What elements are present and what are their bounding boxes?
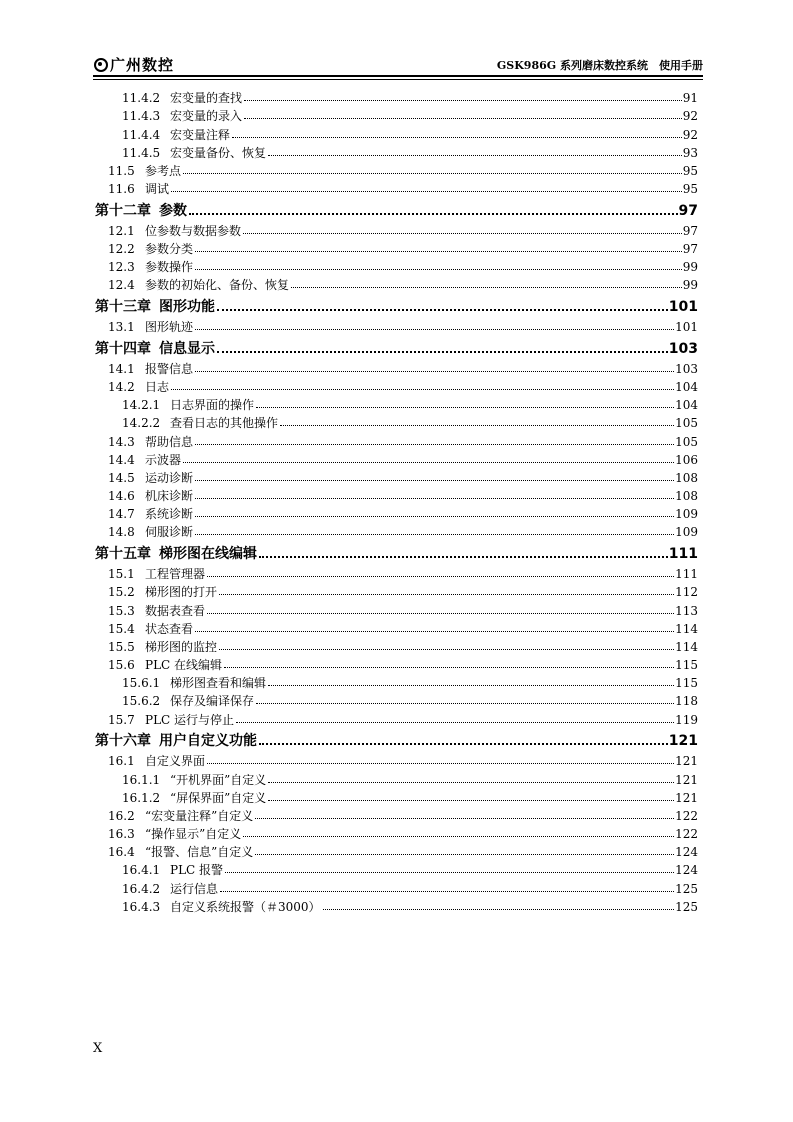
toc-entry-number: 14.3 bbox=[108, 434, 135, 449]
toc-entry[interactable] bbox=[95, 618, 698, 636]
toc-entry-title bbox=[108, 471, 193, 485]
toc-entry-title bbox=[122, 773, 266, 787]
toc-entry[interactable] bbox=[95, 672, 698, 690]
toc-leader-dots bbox=[232, 125, 682, 138]
toc-page-number: 97 bbox=[682, 223, 698, 238]
toc-entry-text: “操作显示”自定义 bbox=[145, 827, 242, 842]
toc-entry-title bbox=[122, 882, 218, 896]
toc-entry-text: 自定义界面 bbox=[145, 754, 206, 769]
toc-page-number: 125 bbox=[675, 881, 698, 896]
toc-entry-number: 15.5 bbox=[108, 639, 135, 654]
toc-entry[interactable] bbox=[95, 238, 698, 256]
toc-page-number: 97 bbox=[682, 242, 698, 256]
toc-entry[interactable] bbox=[95, 376, 698, 394]
toc-leader-dots bbox=[171, 179, 682, 192]
toc-leader-dots bbox=[244, 88, 682, 101]
toc-entry-number: 16.1.1 bbox=[122, 772, 161, 787]
toc-entry-number: 14.2.1 bbox=[122, 398, 161, 413]
toc-entry-text: 用户自定义功能 bbox=[159, 733, 257, 750]
toc-entry[interactable] bbox=[95, 805, 698, 823]
toc-entry-title bbox=[108, 640, 217, 654]
toc-entry[interactable] bbox=[95, 690, 698, 708]
toc-page-number: 119 bbox=[675, 712, 698, 727]
toc-leader-dots bbox=[268, 673, 674, 686]
toc-entry[interactable] bbox=[95, 823, 698, 841]
toc-entry-title bbox=[108, 827, 241, 841]
toc-entry-text: 帮助信息 bbox=[145, 434, 194, 449]
toc-leader-dots bbox=[291, 275, 682, 288]
toc-entry-text: “开机界面”自定义 bbox=[170, 772, 267, 787]
toc-leader-dots bbox=[243, 221, 682, 234]
toc-entry-text: 运动诊断 bbox=[145, 470, 194, 485]
toc-chapter-entry[interactable] bbox=[95, 196, 698, 220]
toc-leader-dots bbox=[224, 655, 674, 668]
logo-text: 广州数控 bbox=[110, 55, 175, 74]
page-header bbox=[93, 55, 703, 75]
toc-entry-title bbox=[108, 622, 193, 636]
toc-entry-text: 参数 bbox=[159, 202, 187, 219]
toc-entry[interactable] bbox=[95, 654, 698, 672]
toc-entry-number: 14.7 bbox=[108, 507, 135, 522]
toc-entry-number: 11.4.3 bbox=[122, 109, 161, 124]
toc-entry[interactable] bbox=[95, 220, 698, 238]
toc-page-number: 113 bbox=[675, 603, 698, 618]
toc-entry-number: 16.2 bbox=[108, 808, 135, 823]
toc-entry-text: 数据表查看 bbox=[145, 603, 206, 618]
toc-entry-number: 第十二章 bbox=[95, 202, 151, 219]
toc-page-number: 101 bbox=[675, 320, 698, 335]
toc-entry-text: 调试 bbox=[145, 182, 170, 197]
toc-entry-number: 第十六章 bbox=[95, 733, 151, 750]
toc-entry-title bbox=[95, 203, 187, 220]
toc-entry-text: 日志界面的操作 bbox=[170, 398, 255, 413]
toc-page-number: 92 bbox=[682, 127, 698, 142]
toc-entry-title bbox=[108, 435, 193, 449]
toc-leader-dots bbox=[183, 161, 682, 174]
toc-entry-number: 第十三章 bbox=[95, 298, 151, 315]
toc-page-number: 99 bbox=[682, 260, 698, 275]
toc-entry-title bbox=[122, 416, 278, 430]
toc-entry-number: 15.7 bbox=[108, 712, 135, 727]
toc-entry-number: 14.5 bbox=[108, 470, 135, 485]
toc-entry-text: 梯形图的监控 bbox=[145, 639, 218, 654]
toc-entry-title bbox=[95, 341, 215, 358]
toc-entry-text: 梯形图的打开 bbox=[145, 585, 218, 600]
toc-leader-dots bbox=[323, 897, 675, 910]
toc-entry-title bbox=[122, 694, 254, 708]
toc-entry-title bbox=[108, 585, 217, 599]
toc-page-number: 115 bbox=[675, 658, 698, 673]
toc-page-number: 109 bbox=[675, 507, 698, 522]
toc-entry[interactable] bbox=[95, 160, 698, 178]
toc-entry-text: 宏变量的录入 bbox=[170, 109, 243, 124]
toc-entry-title bbox=[122, 109, 242, 123]
toc-entry-title bbox=[108, 525, 193, 539]
toc-entry-title bbox=[108, 362, 193, 376]
toc-leader-dots bbox=[195, 317, 674, 330]
toc-leader-dots bbox=[256, 395, 674, 408]
toc-leader-dots bbox=[256, 691, 674, 704]
toc-entry[interactable] bbox=[95, 105, 698, 123]
toc-page-number: 108 bbox=[675, 470, 698, 485]
toc-page-number: 124 bbox=[675, 845, 698, 860]
toc-entry-number: 16.1 bbox=[108, 754, 135, 769]
toc-entry-title bbox=[108, 242, 193, 256]
toc-entry-text: 图形轨迹 bbox=[145, 320, 194, 335]
toc-entry-number: 16.3 bbox=[108, 827, 135, 842]
toc-entry-number: 11.4.4 bbox=[122, 127, 161, 142]
toc-leader-dots bbox=[243, 824, 674, 837]
toc-entry-number: 14.2.2 bbox=[122, 416, 161, 431]
toc-entry-text: “报警、信息”自定义 bbox=[145, 845, 254, 860]
toc-leader-dots bbox=[195, 619, 674, 632]
toc-entry-number: 14.6 bbox=[108, 489, 135, 504]
toc-entry[interactable] bbox=[95, 581, 698, 599]
toc-leader-dots bbox=[171, 377, 674, 390]
toc-entry-number: 14.2 bbox=[108, 379, 135, 394]
toc-page-number: 118 bbox=[675, 694, 698, 709]
toc-entry[interactable] bbox=[95, 142, 698, 160]
toc-entry-title bbox=[108, 507, 193, 521]
toc-entry[interactable] bbox=[95, 449, 698, 467]
toc-entry-number: 16.4.2 bbox=[122, 881, 161, 896]
toc-leader-dots bbox=[195, 468, 674, 481]
toc-entry[interactable] bbox=[95, 430, 698, 448]
toc-entry-title bbox=[122, 146, 266, 160]
toc-entry[interactable] bbox=[95, 750, 698, 768]
toc-entry[interactable] bbox=[95, 599, 698, 617]
header-divider bbox=[93, 75, 703, 77]
toc-entry[interactable] bbox=[95, 636, 698, 654]
toc-leader-dots bbox=[207, 601, 674, 614]
toc-entry-title bbox=[108, 713, 234, 727]
toc-leader-dots bbox=[189, 201, 678, 215]
manual-title: GSK986G 系列磨床数控系统 使用手册 bbox=[496, 59, 703, 72]
toc-entry[interactable] bbox=[95, 123, 698, 141]
toc-leader-dots bbox=[268, 143, 682, 156]
toc-entry-title bbox=[108, 182, 169, 196]
toc-entry-text: 系统诊断 bbox=[145, 507, 194, 522]
toc-entry-text: 参考点 bbox=[145, 163, 182, 178]
toc-entry-number: 14.1 bbox=[108, 361, 135, 376]
toc-entry-text: 日志 bbox=[145, 379, 170, 394]
toc-leader-dots bbox=[225, 860, 674, 873]
toc-entry-title bbox=[108, 224, 241, 238]
toc-entry-number: 11.6 bbox=[108, 182, 135, 197]
toc-entry-title bbox=[122, 398, 254, 412]
toc-entry-title bbox=[108, 845, 253, 859]
toc-entry-number: 11.4.2 bbox=[122, 91, 161, 106]
toc-entry-number: 16.4 bbox=[108, 845, 135, 860]
toc-page-number: 103 bbox=[675, 361, 698, 376]
toc-leader-dots bbox=[195, 257, 682, 270]
toc-leader-dots bbox=[259, 544, 668, 558]
toc-entry[interactable] bbox=[95, 877, 698, 895]
toc-entry-number: 13.1 bbox=[108, 320, 135, 335]
toc-entry-text: 参数的初始化、备份、恢复 bbox=[145, 278, 290, 293]
toc-entry-number: 15.6.2 bbox=[122, 694, 161, 709]
toc-page-number: 105 bbox=[675, 434, 698, 449]
toc-leader-dots bbox=[255, 806, 674, 819]
toc-page-number: 121 bbox=[668, 733, 698, 750]
toc-entry-title bbox=[95, 299, 215, 316]
toc-leader-dots bbox=[220, 879, 674, 892]
toc-entry-text: PLC 在线编辑 bbox=[145, 658, 223, 673]
toc-entry-text: 梯形图查看和编辑 bbox=[170, 676, 267, 691]
toc-entry[interactable] bbox=[95, 412, 698, 430]
toc-page-number: 115 bbox=[675, 676, 698, 691]
toc-entry[interactable] bbox=[95, 178, 698, 196]
toc-page-number: 104 bbox=[675, 379, 698, 394]
toc-entry-text: 信息显示 bbox=[159, 340, 215, 357]
toc-entry-text: 梯形图在线编辑 bbox=[159, 545, 257, 562]
toc-page-number: 122 bbox=[675, 827, 698, 842]
toc-leader-dots bbox=[195, 432, 674, 445]
toc-entry-title bbox=[108, 278, 289, 292]
toc-page-number: 121 bbox=[675, 772, 698, 787]
toc-page-number: 97 bbox=[678, 202, 698, 219]
toc-page-number: 121 bbox=[675, 790, 698, 805]
toc-page-number: 111 bbox=[668, 545, 698, 562]
toc-entry[interactable] bbox=[95, 563, 698, 581]
toc-leader-dots bbox=[268, 788, 674, 801]
toc-page-number: 92 bbox=[682, 109, 698, 124]
toc-entry-number: 12.3 bbox=[108, 260, 135, 275]
toc-leader-dots bbox=[219, 582, 674, 595]
toc-page-number: 111 bbox=[675, 567, 698, 582]
toc-entry[interactable] bbox=[95, 394, 698, 412]
toc-entry-text: 报警信息 bbox=[145, 361, 194, 376]
logo-icon bbox=[93, 57, 107, 71]
toc-entry[interactable] bbox=[95, 316, 698, 334]
toc-entry-text: 保存及编译保存 bbox=[170, 694, 255, 709]
toc-entry-title bbox=[122, 900, 321, 914]
toc-entry[interactable] bbox=[95, 768, 698, 786]
toc-chapter-entry[interactable] bbox=[95, 727, 698, 751]
toc-page-number: 99 bbox=[682, 278, 698, 293]
toc-entry-title bbox=[108, 754, 205, 768]
toc-entry-number: 16.4.3 bbox=[122, 899, 161, 914]
toc-entry[interactable] bbox=[95, 841, 698, 859]
toc-entry-number: 第十四章 bbox=[95, 340, 151, 357]
toc-entry-number: 15.6 bbox=[108, 658, 135, 673]
toc-page-number: 93 bbox=[682, 145, 698, 160]
toc-entry-number: 14.4 bbox=[108, 452, 135, 467]
toc-leader-dots bbox=[217, 297, 668, 311]
toc-leader-dots bbox=[255, 842, 674, 855]
toc-entry-title bbox=[108, 260, 193, 274]
toc-entry[interactable] bbox=[95, 521, 698, 539]
toc-entry[interactable] bbox=[95, 274, 698, 292]
toc-entry-title bbox=[108, 453, 181, 467]
toc-entry-text: PLC 报警 bbox=[170, 863, 224, 878]
toc-entry-number: 15.1 bbox=[108, 567, 135, 582]
toc-entry[interactable] bbox=[95, 485, 698, 503]
toc-leader-dots bbox=[195, 486, 674, 499]
toc-entry[interactable] bbox=[95, 503, 698, 521]
toc-page-number: 125 bbox=[675, 899, 698, 914]
toc-entry-text: 位参数与数据参数 bbox=[145, 223, 242, 238]
toc-entry-text: 伺服诊断 bbox=[145, 525, 194, 540]
toc-entry-text: 图形功能 bbox=[159, 298, 215, 315]
toc-entry-number: 11.4.5 bbox=[122, 145, 161, 160]
toc-leader-dots bbox=[268, 770, 674, 783]
toc-entry-title bbox=[108, 567, 205, 581]
toc-entry-text: 宏变量的查找 bbox=[170, 91, 243, 106]
toc-leader-dots bbox=[244, 106, 682, 119]
toc-entry-text: “宏变量注释”自定义 bbox=[145, 808, 254, 823]
toc-entry-title bbox=[108, 604, 205, 618]
toc-leader-dots bbox=[195, 522, 674, 535]
toc-entry-number: 12.1 bbox=[108, 223, 135, 238]
toc-entry-number: 15.3 bbox=[108, 603, 135, 618]
toc-page-number: 108 bbox=[675, 489, 698, 504]
company-logo bbox=[93, 55, 174, 73]
toc-entry-number: 12.2 bbox=[108, 242, 135, 256]
header-divider-thin bbox=[93, 79, 703, 80]
toc-entry-number: 第十五章 bbox=[95, 545, 151, 562]
toc-page-number: 114 bbox=[675, 639, 698, 654]
toc-page-number: 121 bbox=[675, 754, 698, 769]
toc-chapter-entry[interactable] bbox=[95, 539, 698, 563]
toc-page-number: 106 bbox=[675, 452, 698, 467]
toc-entry[interactable] bbox=[95, 87, 698, 105]
toc-leader-dots bbox=[236, 710, 674, 723]
toc-entry-number: 16.1.2 bbox=[122, 790, 161, 805]
toc-entry-title bbox=[95, 733, 257, 750]
toc-entry-title bbox=[122, 91, 242, 105]
toc-entry[interactable] bbox=[95, 859, 698, 877]
toc-entry[interactable] bbox=[95, 787, 698, 805]
toc-entry-title bbox=[122, 863, 223, 877]
toc-entry-text: “屏保界面”自定义 bbox=[170, 790, 267, 805]
page-number: X bbox=[93, 1041, 103, 1056]
toc-entry-text: 工程管理器 bbox=[145, 567, 206, 582]
toc-page-number: 103 bbox=[668, 340, 698, 357]
toc-entry-text: 查看日志的其他操作 bbox=[170, 416, 279, 431]
toc-entry[interactable] bbox=[95, 256, 698, 274]
toc-entry-text: 参数分类 bbox=[145, 242, 194, 256]
toc-page-number: 91 bbox=[682, 91, 698, 106]
toc-chapter-entry[interactable] bbox=[95, 292, 698, 316]
toc-leader-dots bbox=[195, 239, 682, 252]
toc-entry-text: 宏变量备份、恢复 bbox=[170, 145, 267, 160]
toc-entry-number: 15.6.1 bbox=[122, 676, 161, 691]
toc-leader-dots bbox=[195, 359, 674, 372]
toc-page-number: 95 bbox=[682, 182, 698, 197]
toc-entry-title bbox=[108, 380, 169, 394]
toc-entry-number: 11.5 bbox=[108, 163, 135, 178]
toc-entry-title bbox=[122, 128, 230, 142]
toc-entry-number: 15.2 bbox=[108, 585, 135, 600]
toc-entry-text: 宏变量注释 bbox=[170, 127, 231, 142]
toc-entry-title bbox=[108, 809, 253, 823]
toc-leader-dots bbox=[217, 339, 668, 353]
toc-leader-dots bbox=[259, 731, 668, 745]
toc-page-number: 112 bbox=[675, 585, 698, 600]
toc-leader-dots bbox=[207, 751, 674, 764]
toc-page-number: 122 bbox=[675, 808, 698, 823]
toc-page-number: 109 bbox=[675, 525, 698, 540]
toc-page-number: 95 bbox=[682, 163, 698, 178]
toc-page-number: 101 bbox=[668, 298, 698, 315]
toc-entry-text: 机床诊断 bbox=[145, 489, 194, 504]
toc-page-number: 104 bbox=[675, 398, 698, 413]
toc-entry-title bbox=[122, 791, 266, 805]
toc-entry[interactable] bbox=[95, 896, 698, 914]
toc-leader-dots bbox=[219, 637, 674, 650]
toc-entry-title bbox=[108, 489, 193, 503]
toc-leader-dots bbox=[207, 564, 674, 577]
toc-page-number: 105 bbox=[675, 416, 698, 431]
toc-entry-number: 15.4 bbox=[108, 621, 135, 636]
toc-entry-number: 14.8 bbox=[108, 525, 135, 540]
toc-entry-text: 运行信息 bbox=[170, 881, 219, 896]
toc-entry-title bbox=[108, 320, 193, 334]
toc-entry-text: 参数操作 bbox=[145, 260, 194, 275]
toc-entry[interactable] bbox=[95, 708, 698, 726]
toc-entry-number: 12.4 bbox=[108, 278, 135, 293]
toc-entry-text: PLC 运行与停止 bbox=[145, 712, 235, 727]
toc-page-number: 124 bbox=[675, 863, 698, 878]
toc-leader-dots bbox=[280, 413, 674, 426]
toc-chapter-entry[interactable] bbox=[95, 334, 698, 358]
toc-leader-dots bbox=[183, 450, 674, 463]
toc-entry-title bbox=[108, 164, 181, 178]
toc-entry-title bbox=[108, 658, 222, 672]
table-of-contents bbox=[95, 87, 698, 914]
toc-entry-number: 16.4.1 bbox=[122, 863, 161, 878]
toc-entry-text: 状态查看 bbox=[145, 621, 194, 636]
toc-entry[interactable] bbox=[95, 358, 698, 376]
toc-entry-title bbox=[122, 676, 266, 690]
toc-entry[interactable] bbox=[95, 467, 698, 485]
toc-entry-title bbox=[95, 546, 257, 563]
toc-entry-text: 示波器 bbox=[145, 452, 182, 467]
toc-entry-text: 自定义系统报警（＃3000） bbox=[170, 899, 321, 914]
toc-leader-dots bbox=[195, 504, 674, 517]
toc-page-number: 114 bbox=[675, 621, 698, 636]
